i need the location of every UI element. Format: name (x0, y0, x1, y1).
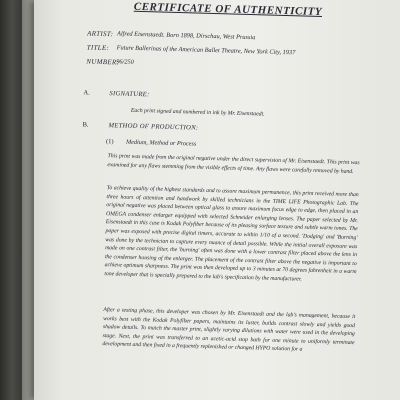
number-value: 96/250 (116, 58, 134, 66)
paragraph-supervision: This print was made from the original negative under the direct supervision of Mr. Eisenstaedt. This print was examined for any flaws stemming from the visible effects of time. Any flaws were carefully removed by hand. (107, 153, 360, 175)
section-b-letter: B. (82, 121, 89, 129)
number-label: NUMBER: (86, 57, 120, 67)
signature-text: Each print signed and numbered in ink by Mr. Eisenstaedt. (130, 107, 265, 118)
method-heading: METHOD OF PRODUCTION: (108, 122, 199, 132)
document-title: CERTIFICATE OF AUTHENTICITY (133, 0, 323, 19)
certificate-page (34, 0, 400, 400)
method-sub-label: Medium, Method or Process (125, 138, 197, 148)
certificate-document (34, 0, 400, 400)
paragraph-quality: To achieve quality of the highest standards and to assure maximum permanence, this print received more than three hours of attention and handwork by skilled technicians in the TIME LIFE Photographic Lab. The original negative was placed between optical glass to assure maximum focus edge to edge, then placed in an OMEGA condenser enlarger equipped with selected Schneider enlarging lenses. The paper selected by Mr. Eisenstaedt in this case is Kodak Polyfiber because of its pleasing surface texture and subtle warm tones. The paper was exposed with precise digital timers, accurate to within 1/10 of a second. 'Dodging' and 'Burning' was done by the technician to capture every nuance of detail possible. While the initial overall exposure was made on one contrast filter, the 'burning' often was done with a lower contrast filter placed above the lens in the condenser housing of the enlarger. The placement of the contrast filter above the negative is important to achieve optimum sharpness. The print was then developed up to 3 minutes at 70 degrees fahrenheit in a warm tone developer that is specially prepared to the lab's specification by the manufacturer. (104, 185, 359, 283)
section-a-letter: A. (83, 89, 90, 97)
title-label: TITLE: (86, 43, 110, 53)
artist-label: ARTIST: (86, 29, 114, 39)
signature-heading: SIGNATURE: (109, 90, 150, 99)
artist-value: Alfred Eisenstaedt. Born 1898, Dirschau, West Prussia (116, 30, 256, 42)
title-value: Future Ballerinas of the American Ballet Theatre, New York City, 1937 (116, 44, 296, 57)
paragraph-developer: After a testing phase, this developer was chosen by Mr. Eisenstaedt and the lab's management, because it works best with the Kodak Polyfiber papers, maintains its luster, builds contrast slowly and yields good shadow details. To match the master print, slightly varying dilutions with water were used in the developing stage. Next, the print was transferred to an acetic-acid stop bath for one minute to uniformly terminate development and then fixed in a frequently replenished or changed HYPO solution for a (102, 307, 356, 354)
method-sub-number: (1) (105, 138, 114, 146)
